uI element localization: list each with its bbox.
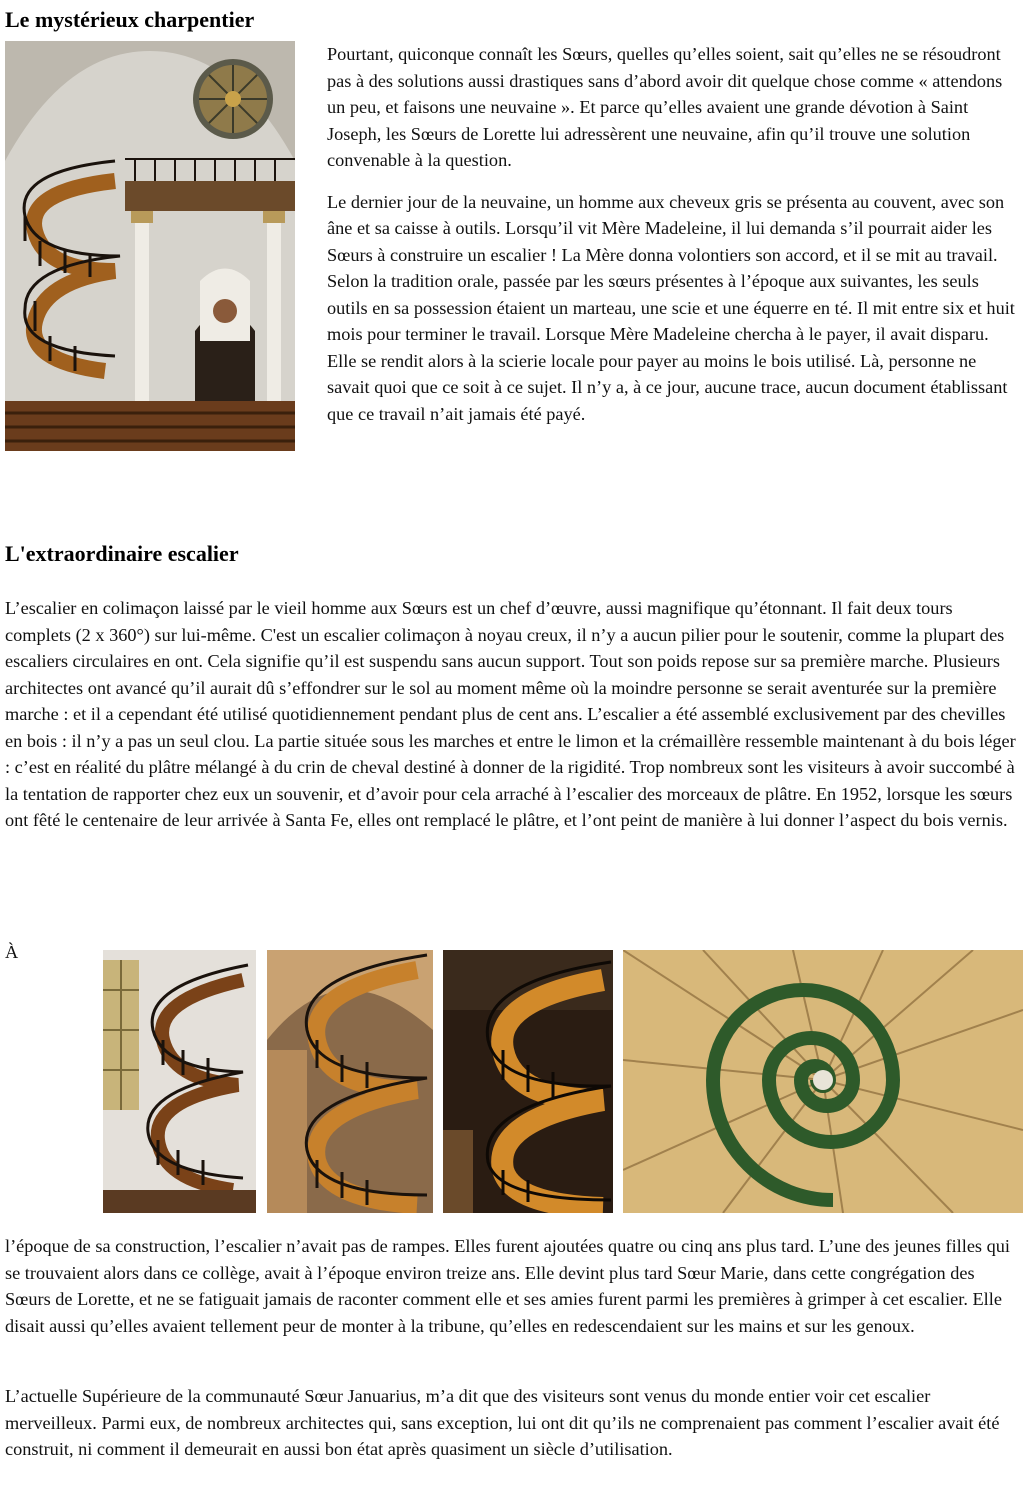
staircase-photo-4-topdown — [623, 950, 1023, 1213]
paragraph-no-railings: l’époque de sa construction, l’escalier n’avait pas de rampes. Elles furent ajoutées quatre ou cinq ans plus tard. L’une des jeunes filles qui se trouvaient alors dans ce collège, avait à l’époque environ treize ans. Elle devint plus tard Sœur Marie, dans cette congrégation des Sœurs de Lorette, et ne se fatiguait jamais de raconter comment elle et ses amies furent parmi les premières à grimper à cet escalier. Elle disait aussi qu’elles avaient tellement peur de monter à la tribune, qu’elles en redescendaient sur les mains et sur les genoux. — [5, 1236, 1010, 1336]
paragraph-visitors: L’actuelle Supérieure de la communauté Sœur Januarius, m’a dit que des visiteurs sont venus du monde entier voir cet escalier merveilleux. Parmi eux, de nombreux architectes qui, sans exception, lui ont dit qu’ils ne comprenaient pas comment l’escalier avait été construit, ni comment il demeurait en aussi bon état après quasiment un siècle d’utilisation. — [5, 1386, 1000, 1459]
staircase-photo-2 — [267, 950, 433, 1213]
section-heading-staircase: L'extraordinaire escalier — [5, 541, 239, 566]
staircase-photo-1 — [103, 950, 256, 1213]
paragraph-carpenter-arrival: Le dernier jour de la neuvaine, un homme aux cheveux gris se présenta au couvent, avec son âne et sa caisse à outils. Lorsqu’il vit Mère Madeleine, il lui demanda s’il pourrait aider les Sœurs à construire un escalier ! La Mère donna volontiers son accord, et il se mit au travail. Selon la tradition orale, passée par les sœurs présentes à l’époque aux suivantes, les seuls outils en sa possession étaient un marteau, une scie et une équerre en té. Il mit entre six et huit mois pour terminer le travail. Lorsque Mère Madeleine chercha à le payer, il avait disparu. Elle se rendit alors à la scierie locale pour payer au moins le bois utilisé. Là, personne ne savait quoi que ce soit à ce sujet. Il n’y a, à ce jour, aucune trace, aucun document établissant que ce travail n’ait jamais été payé. — [327, 191, 1015, 424]
chapel-staircase-photo — [5, 41, 295, 451]
staircase-photo-3 — [443, 950, 613, 1213]
section-carpenter — [5, 41, 1019, 457]
paragraph-staircase-description: L’escalier en colimaçon laissé par le vieil homme aux Sœurs est un chef d’œuvre, aussi magnifique qu’étonnant. Il fait deux tours complets (2 x 360°) sur lui-même. C'est un escalier colimaçon à noyau creux, il n’y a aucun pilier pour le soutenir, comme la plupart des escaliers circulaires en ont. Cela signifie qu’il est suspendu sans aucun support. Tout son poids repose sur sa première marche. Plusieurs architectes ont avancé qu’il aurait dû s’effondrer sur le sol au moment même où la moindre personne se serait aventurée sur la première marche : et il a cependant été utilisé quotidiennement pendant plus de cent ans. L’escalier a été assemblé exclusivement par des chevilles en bois : il n’y a pas un seul clou. La partie située sous les marches et entre le limon et la crémaillère ressemble maintenant à du bois léger : c’est en réalité du plâtre mélangé à du crin de cheval destiné à donner de la rigidité. Trop nombreux sont les visiteurs à avoir succombé à la tentation de rapporter chez eux un souvenir, et d’avoir pour cela arraché à l’escalier des morceaux de plâtre. En 1952, lorsque les sœurs ont fêté le centenaire de leur arrivée à Santa Fe, elles ont remplacé le plâtre, et l’ont peint de manière à lui donner l’aspect du bois vernis. — [5, 598, 1016, 830]
paragraph-initial-letter: À — [5, 942, 19, 962]
paragraph-novena: Pourtant, quiconque connaît les Sœurs, quelles qu’elles soient, sait qu’elles ne se résoudront pas à des solutions aussi drastiques sans d’abord avoir dit quelque chose comme « attendons un peu, et faisons une neuvaine ». Et parce qu’elles avaient une grande dévotion à Saint Joseph, les Sœurs de Lorette lui adressèrent une neuvaine, afin qu’il trouve une solution convenable à la question. — [327, 44, 1003, 170]
section-heading-carpenter: Le mystérieux charpentier — [5, 7, 255, 32]
